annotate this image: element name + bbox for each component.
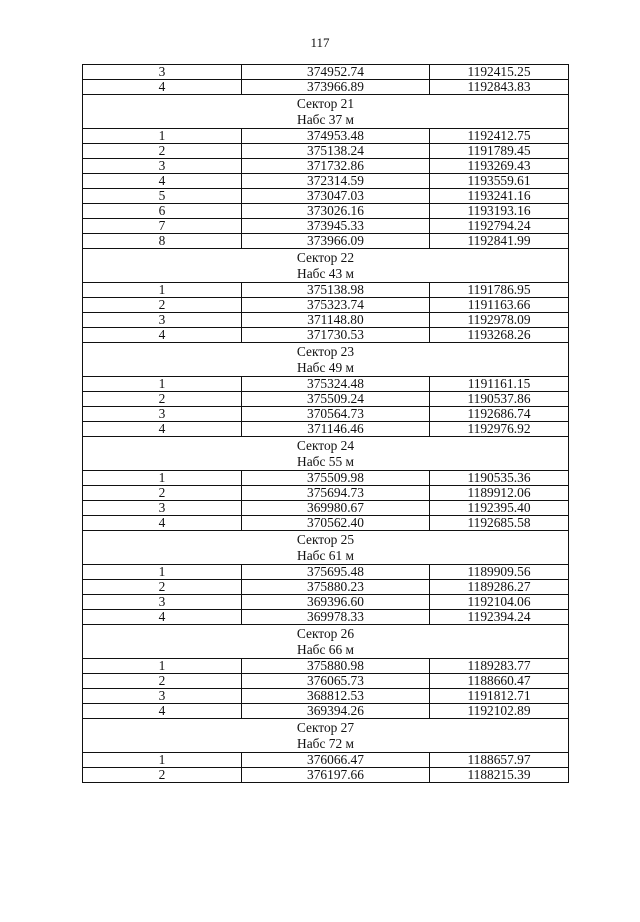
x-coordinate-cell: 370564.73 [242, 407, 430, 422]
sector-header [83, 343, 569, 377]
point-number-cell: 2 [83, 580, 242, 595]
x-coordinate-cell: 375324.48 [242, 377, 430, 392]
sector-depth: Набс 49 м [297, 360, 354, 375]
y-coordinate-cell: 1189912.06 [430, 486, 569, 501]
sector-header-row [83, 437, 569, 471]
point-number-cell: 1 [83, 471, 242, 486]
point-number-cell: 4 [83, 174, 242, 189]
point-number-cell: 4 [83, 704, 242, 719]
x-coordinate-cell: 374953.48 [242, 129, 430, 144]
point-number-cell: 3 [83, 407, 242, 422]
point-number-cell: 1 [83, 129, 242, 144]
x-coordinate-cell: 368812.53 [242, 689, 430, 704]
point-number-cell: 1 [83, 283, 242, 298]
table-row [83, 174, 569, 189]
y-coordinate-cell: 1192394.24 [430, 610, 569, 625]
table-row [83, 80, 569, 95]
table-row [83, 501, 569, 516]
sector-title: Сектор 25 [296, 532, 355, 547]
table-row [83, 204, 569, 219]
table-row [83, 159, 569, 174]
x-coordinate-cell: 373966.09 [242, 234, 430, 249]
y-coordinate-cell: 1188657.97 [430, 753, 569, 768]
sector-title: Сектор 22 [296, 250, 355, 265]
table-row [83, 768, 569, 783]
sector-depth: Набс 37 м [297, 112, 354, 127]
sector-header-row [83, 95, 569, 129]
point-number-cell: 3 [83, 159, 242, 174]
table-row [83, 610, 569, 625]
table-row [83, 392, 569, 407]
y-coordinate-cell: 1192412.75 [430, 129, 569, 144]
table-row [83, 219, 569, 234]
y-coordinate-cell: 1192686.74 [430, 407, 569, 422]
y-coordinate-cell: 1192843.83 [430, 80, 569, 95]
y-coordinate-cell: 1190535.36 [430, 471, 569, 486]
table-row [83, 471, 569, 486]
x-coordinate-cell: 375694.73 [242, 486, 430, 501]
y-coordinate-cell: 1189286.27 [430, 580, 569, 595]
table-row [83, 377, 569, 392]
y-coordinate-cell: 1190537.86 [430, 392, 569, 407]
point-number-cell: 1 [83, 659, 242, 674]
x-coordinate-cell: 376197.66 [242, 768, 430, 783]
x-coordinate-cell: 375509.24 [242, 392, 430, 407]
table-row [83, 565, 569, 580]
x-coordinate-cell: 372314.59 [242, 174, 430, 189]
table-row [83, 129, 569, 144]
y-coordinate-cell: 1189909.56 [430, 565, 569, 580]
sector-depth: Набс 61 м [297, 548, 354, 563]
table-row [83, 580, 569, 595]
sector-title: Сектор 23 [296, 344, 355, 359]
y-coordinate-cell: 1193241.16 [430, 189, 569, 204]
sector-header [83, 625, 569, 659]
y-coordinate-cell: 1192841.99 [430, 234, 569, 249]
sector-depth: Набс 72 м [297, 736, 354, 751]
coordinates-table [82, 64, 569, 783]
y-coordinate-cell: 1191161.15 [430, 377, 569, 392]
sector-header-row [83, 531, 569, 565]
table-row [83, 313, 569, 328]
x-coordinate-cell: 375880.23 [242, 580, 430, 595]
point-number-cell: 2 [83, 674, 242, 689]
point-number-cell: 3 [83, 501, 242, 516]
point-number-cell: 3 [83, 313, 242, 328]
point-number-cell: 4 [83, 516, 242, 531]
y-coordinate-cell: 1188660.47 [430, 674, 569, 689]
x-coordinate-cell: 376065.73 [242, 674, 430, 689]
sector-depth: Набс 66 м [297, 642, 354, 657]
x-coordinate-cell: 371732.86 [242, 159, 430, 174]
point-number-cell: 4 [83, 422, 242, 437]
point-number-cell: 1 [83, 377, 242, 392]
x-coordinate-cell: 375138.24 [242, 144, 430, 159]
x-coordinate-cell: 373945.33 [242, 219, 430, 234]
y-coordinate-cell: 1192978.09 [430, 313, 569, 328]
table-row [83, 753, 569, 768]
sector-header-row [83, 343, 569, 377]
table-row [83, 689, 569, 704]
x-coordinate-cell: 371730.53 [242, 328, 430, 343]
y-coordinate-cell: 1193269.43 [430, 159, 569, 174]
x-coordinate-cell: 373026.16 [242, 204, 430, 219]
y-coordinate-cell: 1192794.24 [430, 219, 569, 234]
sector-header [83, 95, 569, 129]
table-row [83, 65, 569, 80]
x-coordinate-cell: 369978.33 [242, 610, 430, 625]
point-number-cell: 4 [83, 80, 242, 95]
point-number-cell: 7 [83, 219, 242, 234]
point-number-cell: 2 [83, 486, 242, 501]
table-row [83, 189, 569, 204]
point-number-cell: 1 [83, 753, 242, 768]
sector-header [83, 249, 569, 283]
y-coordinate-cell: 1188215.39 [430, 768, 569, 783]
x-coordinate-cell: 369396.60 [242, 595, 430, 610]
x-coordinate-cell: 375695.48 [242, 565, 430, 580]
table-row [83, 516, 569, 531]
x-coordinate-cell: 371148.80 [242, 313, 430, 328]
x-coordinate-cell: 375880.98 [242, 659, 430, 674]
y-coordinate-cell: 1192415.25 [430, 65, 569, 80]
point-number-cell: 4 [83, 610, 242, 625]
table-row [83, 704, 569, 719]
y-coordinate-cell: 1193268.26 [430, 328, 569, 343]
sector-title: Сектор 26 [296, 626, 355, 641]
sector-header-row [83, 719, 569, 753]
sector-header [83, 531, 569, 565]
sector-title: Сектор 21 [296, 96, 355, 111]
x-coordinate-cell: 371146.46 [242, 422, 430, 437]
point-number-cell: 2 [83, 768, 242, 783]
point-number-cell: 3 [83, 65, 242, 80]
y-coordinate-cell: 1193193.16 [430, 204, 569, 219]
x-coordinate-cell: 376066.47 [242, 753, 430, 768]
x-coordinate-cell: 369394.26 [242, 704, 430, 719]
page-number: 117 [310, 35, 330, 50]
y-coordinate-cell: 1192976.92 [430, 422, 569, 437]
x-coordinate-cell: 369980.67 [242, 501, 430, 516]
y-coordinate-cell: 1192685.58 [430, 516, 569, 531]
table-row [83, 234, 569, 249]
y-coordinate-cell: 1191789.45 [430, 144, 569, 159]
table-row [83, 422, 569, 437]
point-number-cell: 2 [83, 144, 242, 159]
table-row [83, 328, 569, 343]
x-coordinate-cell: 370562.40 [242, 516, 430, 531]
point-number-cell: 4 [83, 328, 242, 343]
y-coordinate-cell: 1192395.40 [430, 501, 569, 516]
point-number-cell: 2 [83, 298, 242, 313]
table-row [83, 407, 569, 422]
point-number-cell: 5 [83, 189, 242, 204]
x-coordinate-cell: 373966.89 [242, 80, 430, 95]
table-row [83, 298, 569, 313]
x-coordinate-cell: 374952.74 [242, 65, 430, 80]
y-coordinate-cell: 1192102.89 [430, 704, 569, 719]
y-coordinate-cell: 1192104.06 [430, 595, 569, 610]
x-coordinate-cell: 375323.74 [242, 298, 430, 313]
y-coordinate-cell: 1191163.66 [430, 298, 569, 313]
point-number-cell: 8 [83, 234, 242, 249]
table-row [83, 283, 569, 298]
point-number-cell: 6 [83, 204, 242, 219]
y-coordinate-cell: 1189283.77 [430, 659, 569, 674]
sector-header-row [83, 625, 569, 659]
sector-header [83, 437, 569, 471]
y-coordinate-cell: 1193559.61 [430, 174, 569, 189]
sector-header [83, 719, 569, 753]
point-number-cell: 2 [83, 392, 242, 407]
x-coordinate-cell: 375509.98 [242, 471, 430, 486]
sector-title: Сектор 24 [296, 438, 355, 453]
sector-title: Сектор 27 [296, 720, 355, 735]
table-row [83, 674, 569, 689]
y-coordinate-cell: 1191786.95 [430, 283, 569, 298]
table-row [83, 144, 569, 159]
point-number-cell: 3 [83, 689, 242, 704]
sector-header-row [83, 249, 569, 283]
x-coordinate-cell: 375138.98 [242, 283, 430, 298]
sector-depth: Набс 43 м [297, 266, 354, 281]
y-coordinate-cell: 1191812.71 [430, 689, 569, 704]
point-number-cell: 3 [83, 595, 242, 610]
table-row [83, 659, 569, 674]
table-row [83, 486, 569, 501]
sector-depth: Набс 55 м [297, 454, 354, 469]
table-row [83, 595, 569, 610]
x-coordinate-cell: 373047.03 [242, 189, 430, 204]
point-number-cell: 1 [83, 565, 242, 580]
